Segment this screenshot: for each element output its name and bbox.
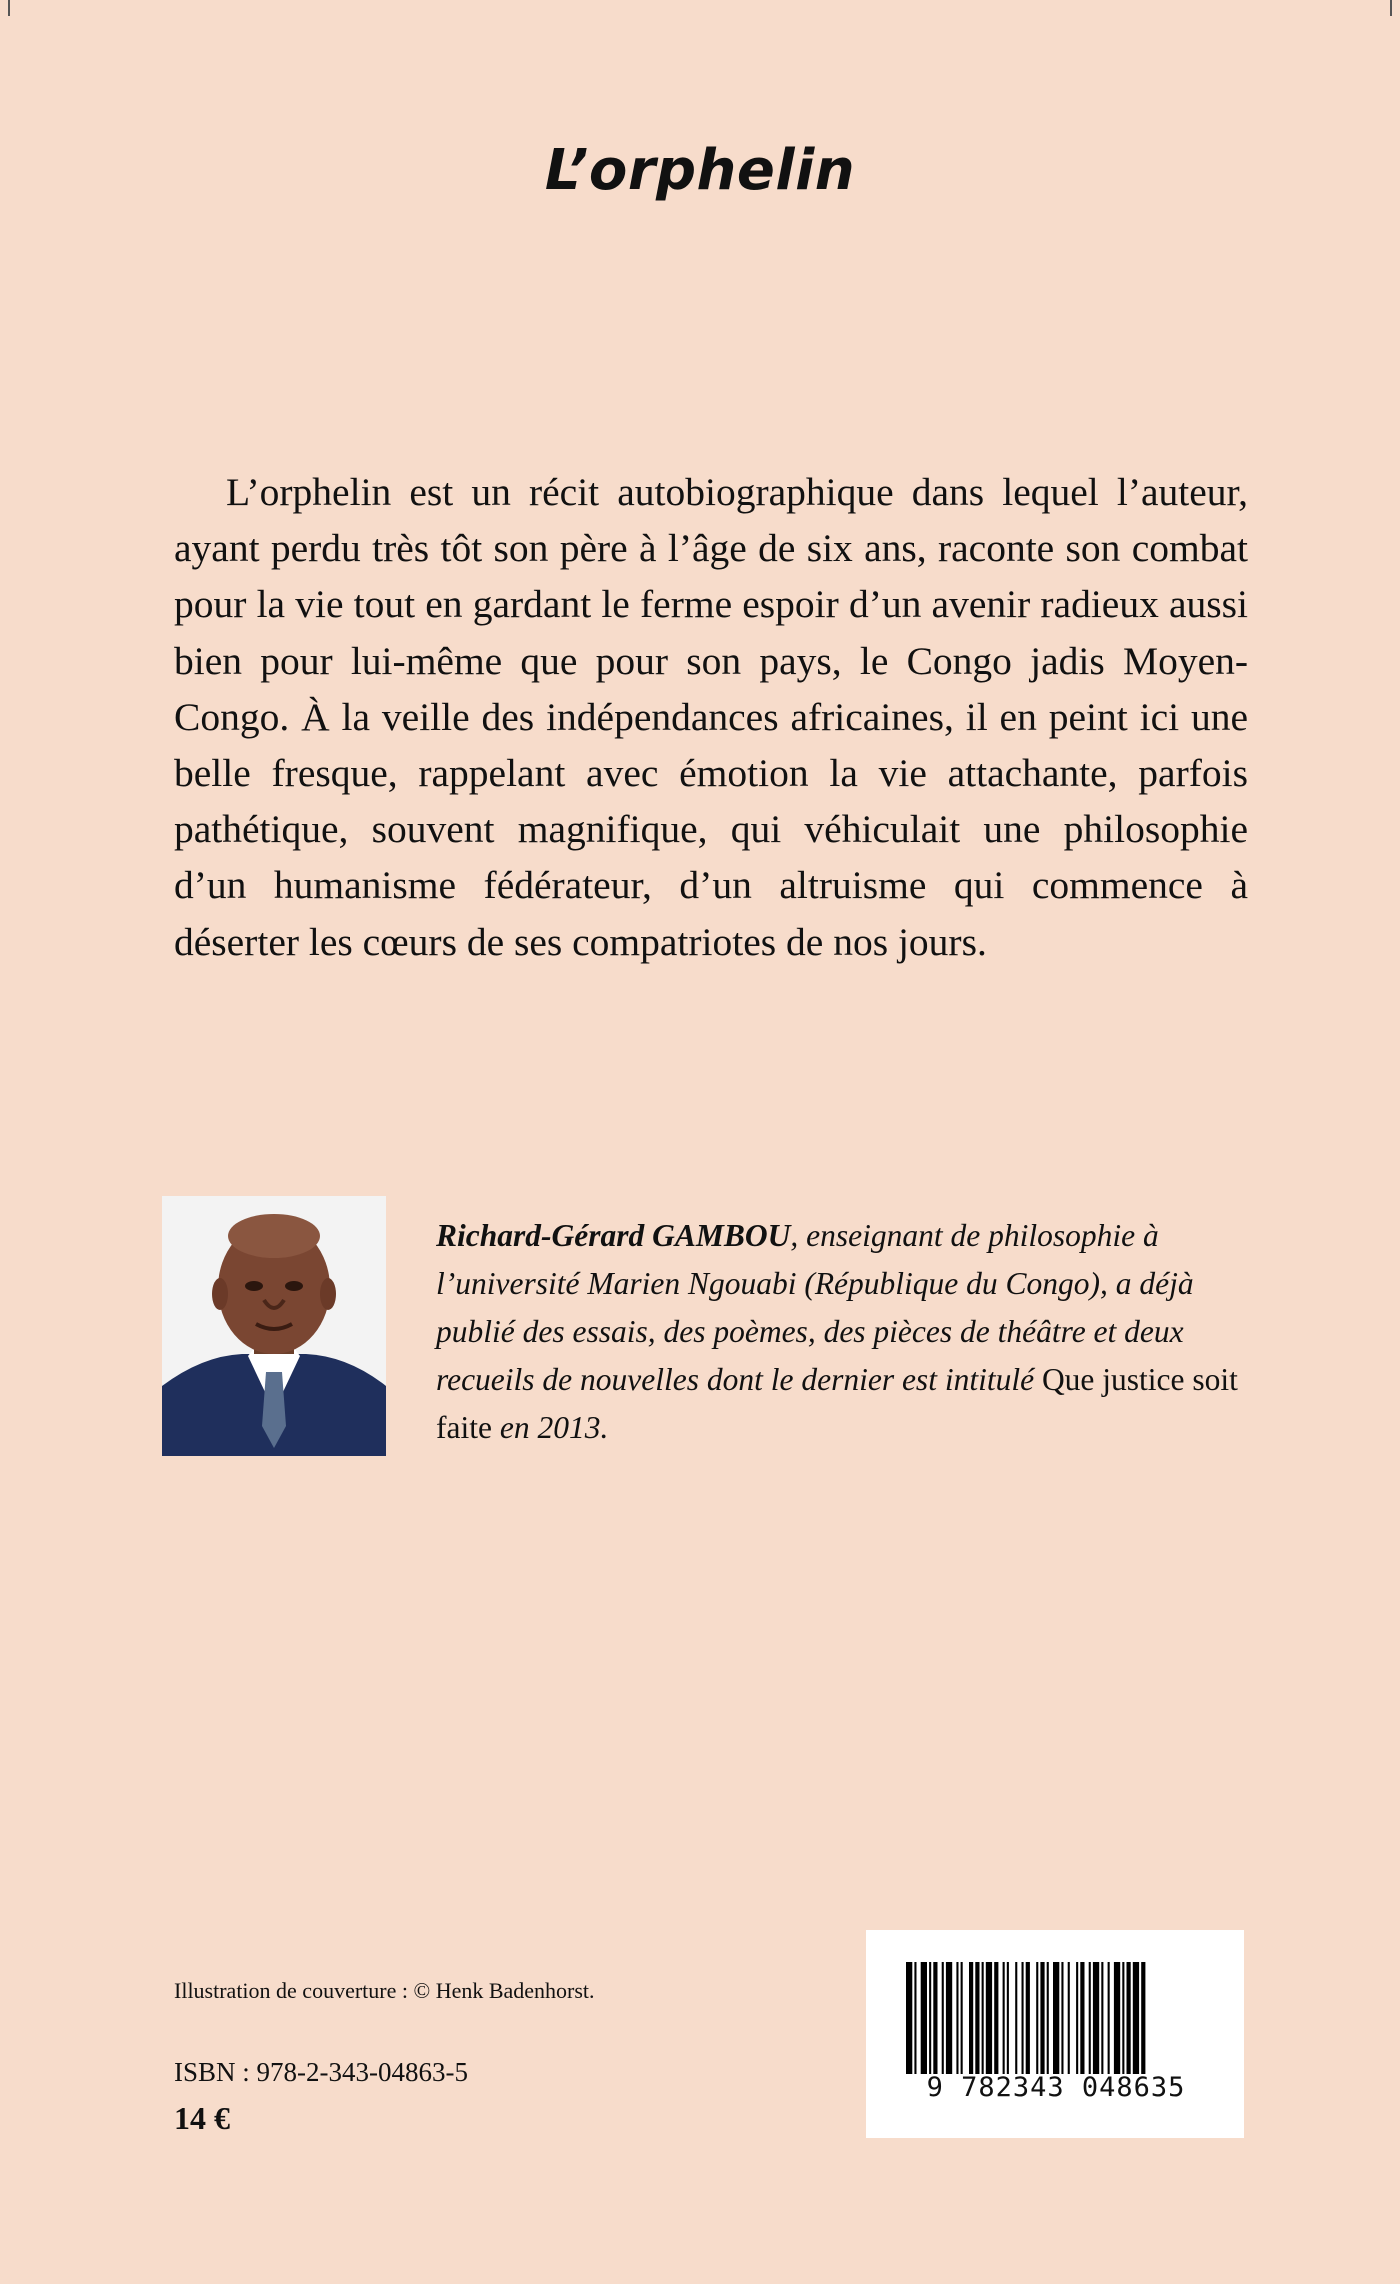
author-name: Richard-Gérard GAMBOU [436,1218,791,1253]
barcode-digits: 9 782343 048635 [926,2072,1186,2103]
crop-mark-left [8,0,10,16]
latest-book-title: Que justice soit faite [436,1362,1238,1445]
price: 14 € [174,2100,230,2136]
book-blurb: L’orphelin est un récit autobiographique dans lequel l’auteur, ayant perdu très tôt son père à l’âge de six ans, raconte son combat pour la vie tout en gardant le ferme espoir d’un avenir radieux aussi bien pour lui-même que pour son pays, le Congo jadis Moyen-Congo. À la veille des indépendances africaines, il en peint ici une belle fresque, rappelant avec émotion la vie attachante, parfois pathétique, souvent magnifique, qui véhiculait une philosophie d’un humanisme fédérateur, d’un altruisme qui commence à déserter les cœurs de ses compatriotes de nos jours. [174,470,1248,964]
author-bio [436,1212,1244,1452]
isbn: ISBN : 978-2-343-04863-5 [174,2057,468,2087]
barcode [866,1930,1244,2138]
book-title: L’orphelin [544,138,856,203]
author-photo [162,1196,386,1456]
barcode-bars [906,1962,1206,2074]
author-bio-year: en 2013. [491,1410,609,1445]
author-bio-text: , enseignant de philosophie à l’université Marien Ngouabi (République du Congo), a déjà publié des essais, des poèmes, des pièces de théâtre et deux recueils de nouvelles dont le dernier est intitulé [436,1218,1194,1397]
crop-mark-right [1390,0,1392,16]
cover-illustration-credit: Illustration de couverture : © Henk Badenhorst. [174,1978,595,2003]
